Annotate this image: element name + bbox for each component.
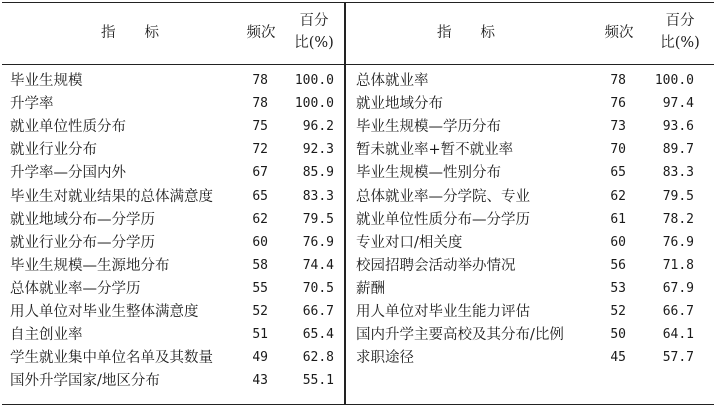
header-frequency-left: 频次 xyxy=(246,25,276,41)
right-percent: 67.9 xyxy=(662,280,694,296)
right-percent: 79.5 xyxy=(662,188,694,204)
right-percent: 97.4 xyxy=(662,96,694,112)
left-frequency: 72 xyxy=(252,142,268,158)
right-percent: 83.3 xyxy=(662,165,694,181)
right-percent: 66.7 xyxy=(662,304,694,319)
left-percent: 74.4 xyxy=(302,257,334,273)
left-frequency: 51 xyxy=(252,327,268,343)
left-indicator-name: 毕业生对就业结果的总体满意度 xyxy=(10,188,213,205)
right-frequency: 78 xyxy=(610,73,626,88)
left-indicator-name: 总体就业率—分学历 xyxy=(10,280,141,297)
right-frequency: 56 xyxy=(610,257,626,273)
table-column-divider xyxy=(344,2,346,404)
left-percent: 92.3 xyxy=(302,142,334,158)
right-indicator-name: 总体就业率 xyxy=(356,73,429,89)
header-percent-right-line2: 比(%) xyxy=(660,35,700,51)
left-percent: 70.5 xyxy=(302,280,334,296)
right-frequency: 70 xyxy=(610,142,626,158)
right-percent: 71.8 xyxy=(662,257,694,273)
right-indicator-name: 毕业生规模—性别分布 xyxy=(356,165,501,182)
right-frequency: 61 xyxy=(610,211,626,227)
left-percent: 100.0 xyxy=(294,73,334,88)
left-indicator-name: 国外升学国家/地区分布 xyxy=(10,373,160,390)
left-indicator-name: 升学率 xyxy=(10,96,54,113)
left-percent: 85.9 xyxy=(302,165,334,181)
left-indicator-name: 升学率—分国内外 xyxy=(10,165,126,182)
left-percent: 66.7 xyxy=(302,304,334,319)
left-percent: 76.9 xyxy=(302,234,334,250)
right-frequency: 60 xyxy=(610,234,626,250)
left-percent: 100.0 xyxy=(294,96,334,112)
right-percent: 76.9 xyxy=(662,234,694,250)
right-frequency: 62 xyxy=(610,188,626,204)
left-frequency: 65 xyxy=(252,188,268,204)
left-frequency: 58 xyxy=(252,257,268,273)
right-percent: 100.0 xyxy=(654,73,694,88)
left-frequency: 78 xyxy=(252,73,268,88)
left-indicator-name: 就业行业分布—分学历 xyxy=(10,234,155,251)
left-frequency: 60 xyxy=(252,234,268,250)
left-percent: 55.1 xyxy=(302,373,334,389)
right-indicator-name: 毕业生规模—学历分布 xyxy=(356,119,501,136)
left-indicator-name: 学生就业集中单位名单及其数量 xyxy=(10,350,213,367)
right-indicator-name: 总体就业率—分学院、专业 xyxy=(356,188,530,205)
right-frequency: 50 xyxy=(610,327,626,343)
header-indicator-left: 指 标 xyxy=(101,25,159,41)
right-indicator-name: 暂未就业率+暂不就业率 xyxy=(356,142,514,159)
right-indicator-name: 用人单位对毕业生能力评估 xyxy=(356,304,530,320)
table-header-rule xyxy=(2,64,714,65)
left-indicator-name: 毕业生规模 xyxy=(10,73,83,89)
left-indicator-name: 自主创业率 xyxy=(10,327,83,344)
left-frequency: 52 xyxy=(252,304,268,319)
header-percent-left-line1: 百分 xyxy=(299,13,329,29)
right-percent: 78.2 xyxy=(662,211,694,227)
left-indicator-name: 就业行业分布 xyxy=(10,142,97,159)
right-percent: 89.7 xyxy=(662,142,694,158)
left-percent: 62.8 xyxy=(302,350,334,366)
left-frequency: 75 xyxy=(252,119,268,135)
left-percent: 96.2 xyxy=(302,119,334,135)
right-percent: 57.7 xyxy=(662,350,694,366)
left-percent: 65.4 xyxy=(302,327,334,343)
left-frequency: 78 xyxy=(252,96,268,112)
right-indicator-name: 就业地域分布 xyxy=(356,96,443,113)
left-frequency: 67 xyxy=(252,165,268,181)
left-percent: 83.3 xyxy=(302,188,334,204)
right-indicator-name: 校园招聘会活动举办情况 xyxy=(356,257,516,274)
header-percent-right-line1: 百分 xyxy=(665,13,695,29)
right-frequency: 45 xyxy=(610,350,626,366)
right-frequency: 73 xyxy=(610,119,626,135)
right-frequency: 65 xyxy=(610,165,626,181)
table-top-rule xyxy=(2,2,714,3)
header-indicator-right: 指 标 xyxy=(437,25,495,41)
right-indicator-name: 就业单位性质分布—分学历 xyxy=(356,211,530,228)
right-frequency: 53 xyxy=(610,280,626,296)
left-frequency: 55 xyxy=(252,280,268,296)
left-indicator-name: 就业单位性质分布 xyxy=(10,119,126,136)
left-percent: 79.5 xyxy=(302,211,334,227)
right-percent: 93.6 xyxy=(662,119,694,135)
left-frequency: 62 xyxy=(252,211,268,227)
right-indicator-name: 求职途径 xyxy=(356,350,414,367)
left-frequency: 43 xyxy=(252,373,268,389)
table-bottom-rule xyxy=(2,404,714,405)
right-frequency: 76 xyxy=(610,96,626,112)
right-indicator-name: 国内升学主要高校及其分布/比例 xyxy=(356,327,564,344)
left-indicator-name: 就业地域分布—分学历 xyxy=(10,211,155,228)
header-percent-left-line2: 比(%) xyxy=(294,35,334,51)
header-frequency-right: 频次 xyxy=(604,25,634,41)
left-indicator-name: 用人单位对毕业生整体满意度 xyxy=(10,304,199,320)
right-percent: 64.1 xyxy=(662,327,694,343)
left-frequency: 49 xyxy=(252,350,268,366)
right-indicator-name: 薪酬 xyxy=(356,280,385,297)
right-indicator-name: 专业对口/相关度 xyxy=(356,234,463,251)
right-frequency: 52 xyxy=(610,304,626,319)
left-indicator-name: 毕业生规模—生源地分布 xyxy=(10,257,170,274)
